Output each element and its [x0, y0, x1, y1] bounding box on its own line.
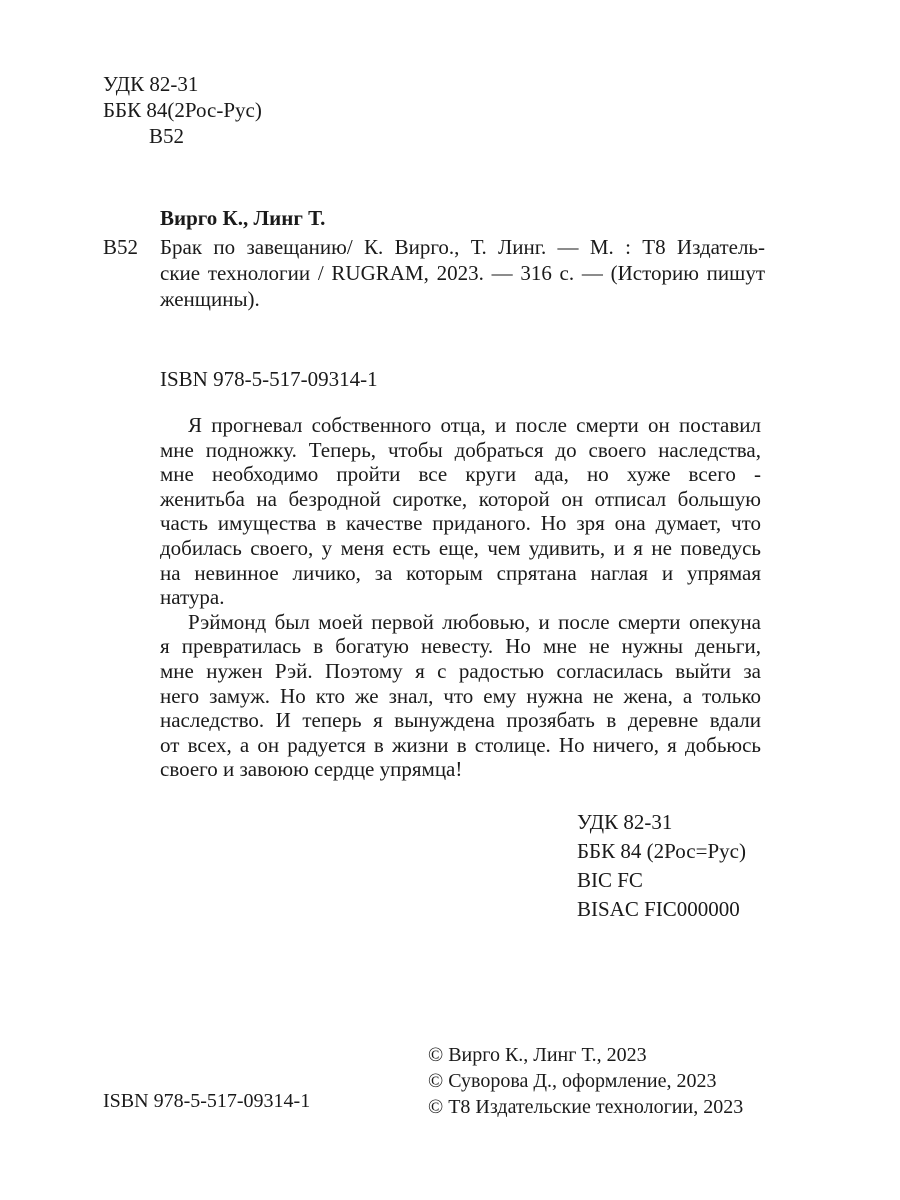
bbk-code: ББК 84(2Рос-Рус) — [103, 98, 262, 122]
bisac-code: BISAC FIC000000 — [577, 897, 740, 921]
annotation-line: я превратилась в богатую невесту. Но мне не нужны деньги, — [160, 634, 761, 659]
author-heading: Вирго К., Линг Т. — [160, 206, 326, 230]
udk-code: УДК 82-31 — [103, 72, 199, 96]
bic-code: BIC FC — [577, 868, 643, 892]
annotation-line: мне подножку. Теперь, чтобы добраться до своего наследства, — [160, 437, 761, 462]
annotation-line: от всех, а он радуется в жизни в столице. Но ничего, я добьюсь — [160, 732, 761, 757]
copyright-line: © Суворова Д., оформление, 2023 — [428, 1070, 717, 1092]
annotation-line: добилась своего, у меня есть еще, чем удивить, и я не поведусь — [160, 535, 761, 560]
annotation-line: мне необходимо пройти все круги ада, но хуже всего - — [160, 462, 761, 487]
author-mark-code: В52 — [149, 124, 185, 148]
annotation-line: наследство. И теперь я вынуждена прозябать в деревне вдали — [160, 708, 761, 733]
annotation-line: женитьба на безродной сиротке, которой он отписал большую — [160, 486, 761, 511]
annotation-line: мне нужен Рэй. Поэтому я с радостью согласилась выйти за — [160, 658, 761, 683]
bib-line: ские технологии / RUGRAM, 2023. — 316 с. — (Историю пишут — [160, 261, 765, 285]
bib-line: Брак по завещанию/ К. Вирго., Т. Линг. — М. : Т8 Издатель- — [160, 235, 765, 259]
isbn-main: ISBN 978-5-517-09314-1 — [160, 367, 378, 391]
copyright-line: © Вирго К., Линг Т., 2023 — [428, 1044, 647, 1066]
udk-code-right: УДК 82-31 — [577, 810, 673, 834]
classification-codes-top — [103, 71, 262, 149]
annotation-line: на невинное личико, за которым спрятана наглая и упрямая — [160, 560, 761, 585]
isbn-bottom: ISBN 978-5-517-09314-1 — [103, 1090, 311, 1112]
annotation-line: Рэймонд был моей первой любовью, и после смерти опекуна — [188, 609, 761, 634]
copyright-notices — [428, 1042, 743, 1120]
annotation-line: часть имущества в качестве приданого. Но зря она думает, что — [160, 511, 761, 536]
annotation-line: Я прогневал собственного отца, и после смерти он поставил — [188, 413, 761, 437]
annotation-text — [160, 413, 761, 782]
annotation-line: своего и завоюю сердце упрямца! — [160, 757, 463, 782]
bib-line: женщины). — [160, 287, 260, 311]
classification-codes-right — [577, 808, 746, 924]
annotation-line: него замуж. Но кто же знал, что ему нужна не жена, а только — [160, 683, 761, 708]
copyright-line: © Т8 Издательские технологии, 2023 — [428, 1096, 744, 1118]
annotation-line: натура. — [160, 585, 225, 610]
bibliographic-author-mark: В52 — [103, 235, 139, 259]
bbk-code-right: ББК 84 (2Рос=Рус) — [577, 839, 746, 863]
bibliographic-description — [160, 234, 765, 312]
